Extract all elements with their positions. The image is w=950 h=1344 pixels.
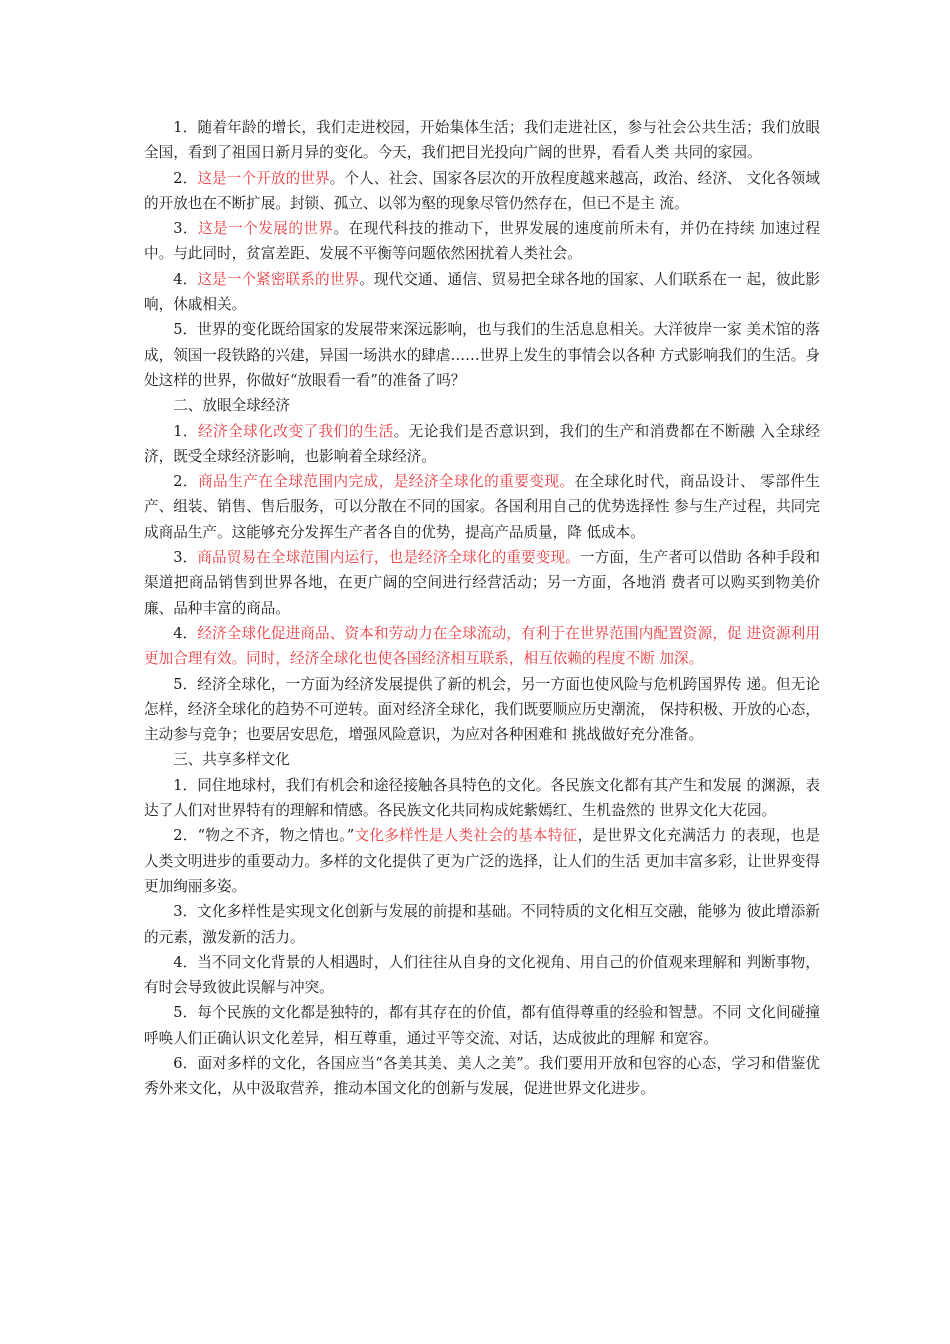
paragraph: [144, 419, 820, 470]
text-segment: 二、放眼全球经济: [173, 397, 290, 415]
paragraph: [144, 672, 820, 748]
text-segment: 1．: [173, 422, 198, 440]
paragraph: [144, 469, 820, 545]
highlighted-text: 文化多样性是人类社会的基本特征: [354, 827, 578, 845]
text-segment: 1．随着年龄的增长，我们走进校园，开始集体生活；我们走进社区，参与社会公共生活；我们放眼全国，看到了祖国日新月异的变化。今天，我们把目光投向广阔的世界，看看人类 共同的家园。: [144, 119, 820, 162]
paragraph: [144, 267, 820, 318]
text-segment: 。现代交通、通信、贸易把全球各地的国家、人们联系在一 起，彼此影响，休戚相关。: [144, 270, 820, 314]
paragraph: [144, 773, 820, 824]
paragraph: [144, 823, 820, 899]
section-heading: [144, 393, 820, 418]
text-segment: 一方面，生产者可以借助 各种手段和渠道把商品销售到世界各地，在更广阔的空间进行经营活动；另一方面，各地消 费者可以购买到物美价廉、品种丰富的商品。: [144, 549, 820, 617]
paragraph: [144, 621, 820, 672]
highlighted-text: 商品贸易在全球范围内运行，也是经济全球化的重要变现。: [197, 549, 580, 567]
highlighted-text: 商品生产在全球范围内完成，是经济全球化的重要变现。: [198, 473, 575, 491]
highlighted-text: 经济全球化促进商品、资本和劳动力在全球流动，有利于在世界范围内配置资源，促 进资源利用更加合理有效。同时，经济全球化也使各国经济相互联系，相互依赖的程度不断 加深。: [144, 624, 820, 668]
text-segment: 2．: [173, 473, 198, 491]
text-segment: 3．文化多样性是实现文化创新与发展的前提和基础。不同特质的文化相互交融，能够为 彼此增添新的元素，激发新的活力。: [144, 903, 820, 946]
paragraph: [144, 317, 820, 393]
paragraph: [144, 950, 820, 1001]
text-segment: 4．当不同文化背景的人相遇时，人们往往从自身的文化视角、用自己的价值观来理解和 判断事物，有时会导致彼此误解与冲突。: [144, 953, 820, 997]
highlighted-text: 这是一个开放的世界: [197, 169, 330, 187]
section-heading: [144, 747, 820, 772]
text-segment: 1．同住地球村，我们有机会和途径接触各具特色的文化。各民族文化都有其产生和发展 的渊源，表达了人们对世界特有的理解和情感。各民族文化共同构成姹紫嫣红、生机盎然的 世界文化大花园。: [144, 776, 820, 820]
highlighted-text: 这是一个紧密联系的世界: [197, 270, 360, 288]
paragraph: [144, 216, 820, 267]
highlighted-text: 经济全球化改变了我们的生活: [198, 422, 394, 440]
text-segment: 4．: [173, 624, 198, 642]
paragraph: [144, 115, 820, 166]
text-segment: 4．: [173, 270, 198, 288]
text-segment: 3．: [173, 220, 198, 238]
paragraph: [144, 166, 820, 217]
highlighted-text: 这是一个发展的世界: [198, 220, 334, 238]
paragraph: [144, 899, 820, 950]
text-segment: 三、共享多样文化: [173, 751, 290, 769]
text-segment: 。个人、社会、国家各层次的开放程度越来越高，政治、经济、 文化各领域的开放也在不断扩展。封锁、孤立、以邻为壑的现象尽管仍然存在，但已不是主 流。: [144, 169, 820, 212]
text-segment: 在全球化时代，商品设计、 零部件生产、组装、销售、售后服务，可以分散在不同的国家。各国利用自己的优势选择性 参与生产过程，共同完成商品生产。这能够充分发挥生产者各自的优势，提高产品质量，降 低成本。: [144, 473, 820, 541]
text-segment: 5．每个民族的文化都是独特的，都有其存在的价值，都有值得尊重的经验和智慧。不同 文化间碰撞呼唤人们正确认识文化差异，相互尊重，通过平等交流、对话，达成彼此的理解 和宽容。: [144, 1004, 820, 1047]
text-segment: 。在现代科技的推动下，世界发展的速度前所未有，并仍在持续 加速过程中。与此同时，贫富差距、发展不平衡等问题依然困扰着人类社会。: [144, 220, 820, 263]
text-segment: 5．经济全球化，一方面为经济发展提供了新的机会，另一方面也使风险与危机跨国界传 递。但无论怎样，经济全球化的趋势不可逆转。面对经济全球化，我们既要顺应历史潮流， 保持积极、开放的心态，主动参与竞争；也要居安思危，增强风险意识，为应对各种困难和 挑战做好充分准备。: [144, 675, 820, 744]
paragraph: [144, 545, 820, 621]
text-segment: 6．面对多样的文化，各国应当“各美其美、美人之美”。我们要用开放和包容的心态，学习和借鉴优秀外来文化，从中汲取营养，推动本国文化的创新与发展，促进世界文化进步。: [144, 1054, 820, 1098]
document-body: [144, 115, 820, 1102]
text-segment: ，是世界文化充满活力 的表现，也是人类文明进步的重要动力。多样的文化提供了更为广泛的选择，让人们的生活 更加丰富多彩，让世界变得更加绚丽多姿。: [144, 827, 820, 895]
text-segment: 2．“物之不齐，物之情也。”: [173, 827, 355, 845]
paragraph: [144, 1051, 820, 1102]
text-segment: 3．: [173, 549, 198, 567]
text-segment: 5．世界的变化既给国家的发展带来深远影响，也与我们的生活息息相关。大洋彼岸一家 美术馆的落成，领国一段铁路的兴建，异国一场洪水的肆虐……世界上发生的事情会以各种 方式影响我们的生活。身处这样的世界，你做好“放眼看一看”的准备了吗？: [144, 321, 820, 389]
text-segment: 。无论我们是否意识到，我们的生产和消费都在不断融 入全球经济，既受全球经济影响，也影响着全球经济。: [144, 422, 820, 465]
text-segment: 2．: [173, 169, 198, 187]
paragraph: [144, 1000, 820, 1051]
